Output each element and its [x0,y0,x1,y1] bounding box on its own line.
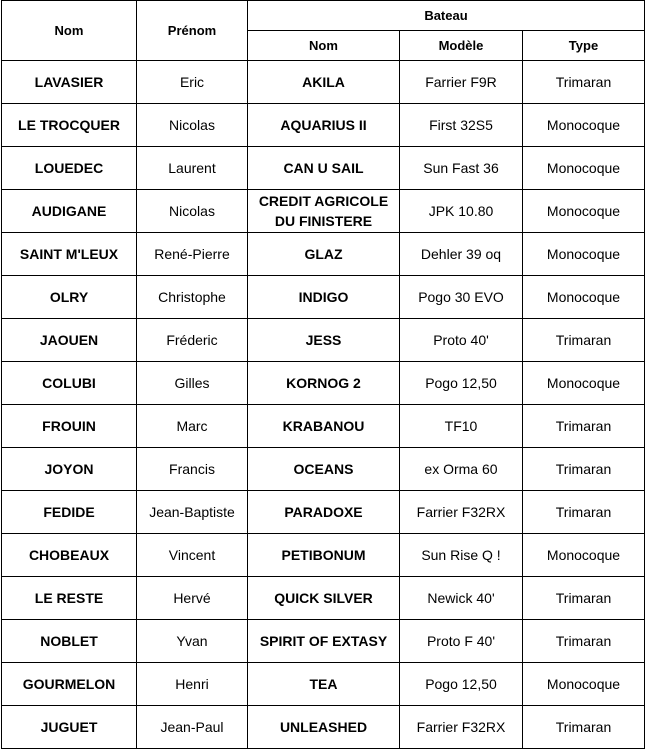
cell-modele: Sun Rise Q ! [400,534,523,577]
cell-nom: LE TROCQUER [2,104,137,147]
table-row [2,405,645,448]
cell-modele: Proto F 40' [400,620,523,663]
table-row [2,362,645,405]
cell-type: Monocoque [523,233,645,276]
cell-nom: JUGUET [2,706,137,749]
cell-type: Monocoque [523,663,645,706]
cell-prenom: Francis [137,448,248,491]
table-row [2,319,645,362]
cell-bateau: CREDIT AGRICOLE DU FINISTERE [248,190,400,233]
cell-prenom: Gilles [137,362,248,405]
cell-prenom: René-Pierre [137,233,248,276]
cell-modele: Proto 40' [400,319,523,362]
cell-nom: AUDIGANE [2,190,137,233]
cell-modele: Newick 40' [400,577,523,620]
header-nom: Nom [2,1,137,61]
table-row [2,190,645,233]
cell-modele: TF10 [400,405,523,448]
cell-nom: NOBLET [2,620,137,663]
header-row-top [2,1,645,31]
table-row [2,534,645,577]
cell-type: Trimaran [523,61,645,104]
cell-bateau: QUICK SILVER [248,577,400,620]
cell-nom: JOYON [2,448,137,491]
cell-nom: LAVASIER [2,61,137,104]
table-row [2,491,645,534]
cell-prenom: Nicolas [137,104,248,147]
table-row [2,448,645,491]
cell-nom: FROUIN [2,405,137,448]
cell-modele: Sun Fast 36 [400,147,523,190]
cell-prenom: Marc [137,405,248,448]
cell-type: Monocoque [523,534,645,577]
cell-bateau: INDIGO [248,276,400,319]
cell-type: Monocoque [523,190,645,233]
cell-prenom: Fréderic [137,319,248,362]
cell-prenom: Hervé [137,577,248,620]
cell-nom: OLRY [2,276,137,319]
header-bateau: Bateau [248,1,645,31]
cell-type: Monocoque [523,104,645,147]
header-modele: Modèle [400,31,523,61]
cell-bateau: UNLEASHED [248,706,400,749]
table-body [2,61,645,749]
cell-modele: Dehler 39 oq [400,233,523,276]
cell-modele: First 32S5 [400,104,523,147]
table-row [2,147,645,190]
header-prenom: Prénom [137,1,248,61]
cell-modele: ex Orma 60 [400,448,523,491]
cell-bateau: AKILA [248,61,400,104]
cell-nom: LE RESTE [2,577,137,620]
cell-nom: CHOBEAUX [2,534,137,577]
header-bateau-nom: Nom [248,31,400,61]
cell-modele: JPK 10.80 [400,190,523,233]
table-row [2,663,645,706]
cell-prenom: Laurent [137,147,248,190]
cell-prenom: Jean-Baptiste [137,491,248,534]
cell-modele: Farrier F9R [400,61,523,104]
cell-bateau: OCEANS [248,448,400,491]
cell-type: Monocoque [523,362,645,405]
cell-type: Trimaran [523,706,645,749]
cell-bateau: PARADOXE [248,491,400,534]
cell-nom: COLUBI [2,362,137,405]
cell-nom: LOUEDEC [2,147,137,190]
cell-type: Trimaran [523,405,645,448]
cell-bateau: KRABANOU [248,405,400,448]
cell-type: Trimaran [523,491,645,534]
cell-modele: Pogo 12,50 [400,663,523,706]
table-row [2,233,645,276]
cell-bateau: KORNOG 2 [248,362,400,405]
cell-type: Trimaran [523,577,645,620]
cell-prenom: Henri [137,663,248,706]
table-row [2,104,645,147]
cell-modele: Farrier F32RX [400,706,523,749]
cell-bateau: TEA [248,663,400,706]
cell-modele: Pogo 30 EVO [400,276,523,319]
cell-modele: Pogo 12,50 [400,362,523,405]
table-row [2,577,645,620]
participants-table [1,0,645,749]
cell-prenom: Nicolas [137,190,248,233]
cell-nom: GOURMELON [2,663,137,706]
cell-bateau: CAN U SAIL [248,147,400,190]
cell-bateau: GLAZ [248,233,400,276]
table-header [2,1,645,61]
cell-type: Monocoque [523,147,645,190]
cell-modele: Farrier F32RX [400,491,523,534]
cell-type: Trimaran [523,448,645,491]
cell-prenom: Yvan [137,620,248,663]
header-type: Type [523,31,645,61]
cell-prenom: Vincent [137,534,248,577]
cell-bateau: JESS [248,319,400,362]
cell-prenom: Eric [137,61,248,104]
cell-bateau: PETIBONUM [248,534,400,577]
cell-bateau: SPIRIT OF EXTASY [248,620,400,663]
table-row [2,276,645,319]
cell-type: Trimaran [523,319,645,362]
table-row [2,61,645,104]
table-row [2,706,645,749]
cell-nom: SAINT M'LEUX [2,233,137,276]
cell-prenom: Jean-Paul [137,706,248,749]
cell-nom: JAOUEN [2,319,137,362]
cell-nom: FEDIDE [2,491,137,534]
cell-bateau: AQUARIUS II [248,104,400,147]
cell-prenom: Christophe [137,276,248,319]
table-row [2,620,645,663]
cell-type: Monocoque [523,276,645,319]
cell-type: Trimaran [523,620,645,663]
